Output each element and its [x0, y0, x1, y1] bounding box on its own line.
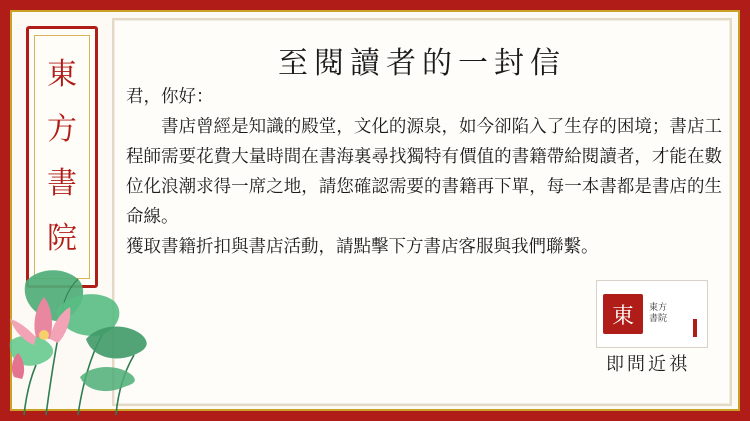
letter-closing: 即問近祺	[606, 354, 690, 375]
plaque-char-3: 書	[47, 166, 77, 202]
letter-panel	[112, 18, 732, 406]
seal-text	[649, 303, 667, 325]
letter-title: 至閱讀者的一封信	[278, 46, 566, 81]
bookstore-name-plaque	[26, 26, 98, 288]
seal-text-line-1: 東方	[649, 303, 668, 313]
letter-salutation: 君，你好：	[126, 87, 214, 107]
letter-body	[126, 82, 722, 262]
plaque-char-1: 東	[47, 57, 77, 93]
bookstore-seal-card	[596, 280, 708, 348]
seal-text-line-2: 書院	[649, 314, 668, 324]
seal-stamp-icon: 東	[603, 294, 643, 334]
plaque-char-4: 院	[47, 220, 77, 256]
plaque-char-2: 方	[47, 111, 77, 147]
letter-paragraph-1: 書店曾經是知識的殿堂，文化的源泉，如今卻陷入了生存的困境；書店工程師需要花費大量時間在書海裏尋找獨特有價值的書籍帶給閱讀者，才能在數位化浪潮求得一席之地，請您確認需要的書籍再下單，每一本書都是書店的生命線。	[126, 117, 722, 227]
letter-paragraph-2: 獲取書籍折扣與書店活動，請點擊下方書店客服與我們聯繫。	[126, 237, 599, 257]
plaque-inner-border	[34, 35, 90, 279]
seal-accent-bar	[693, 319, 697, 337]
